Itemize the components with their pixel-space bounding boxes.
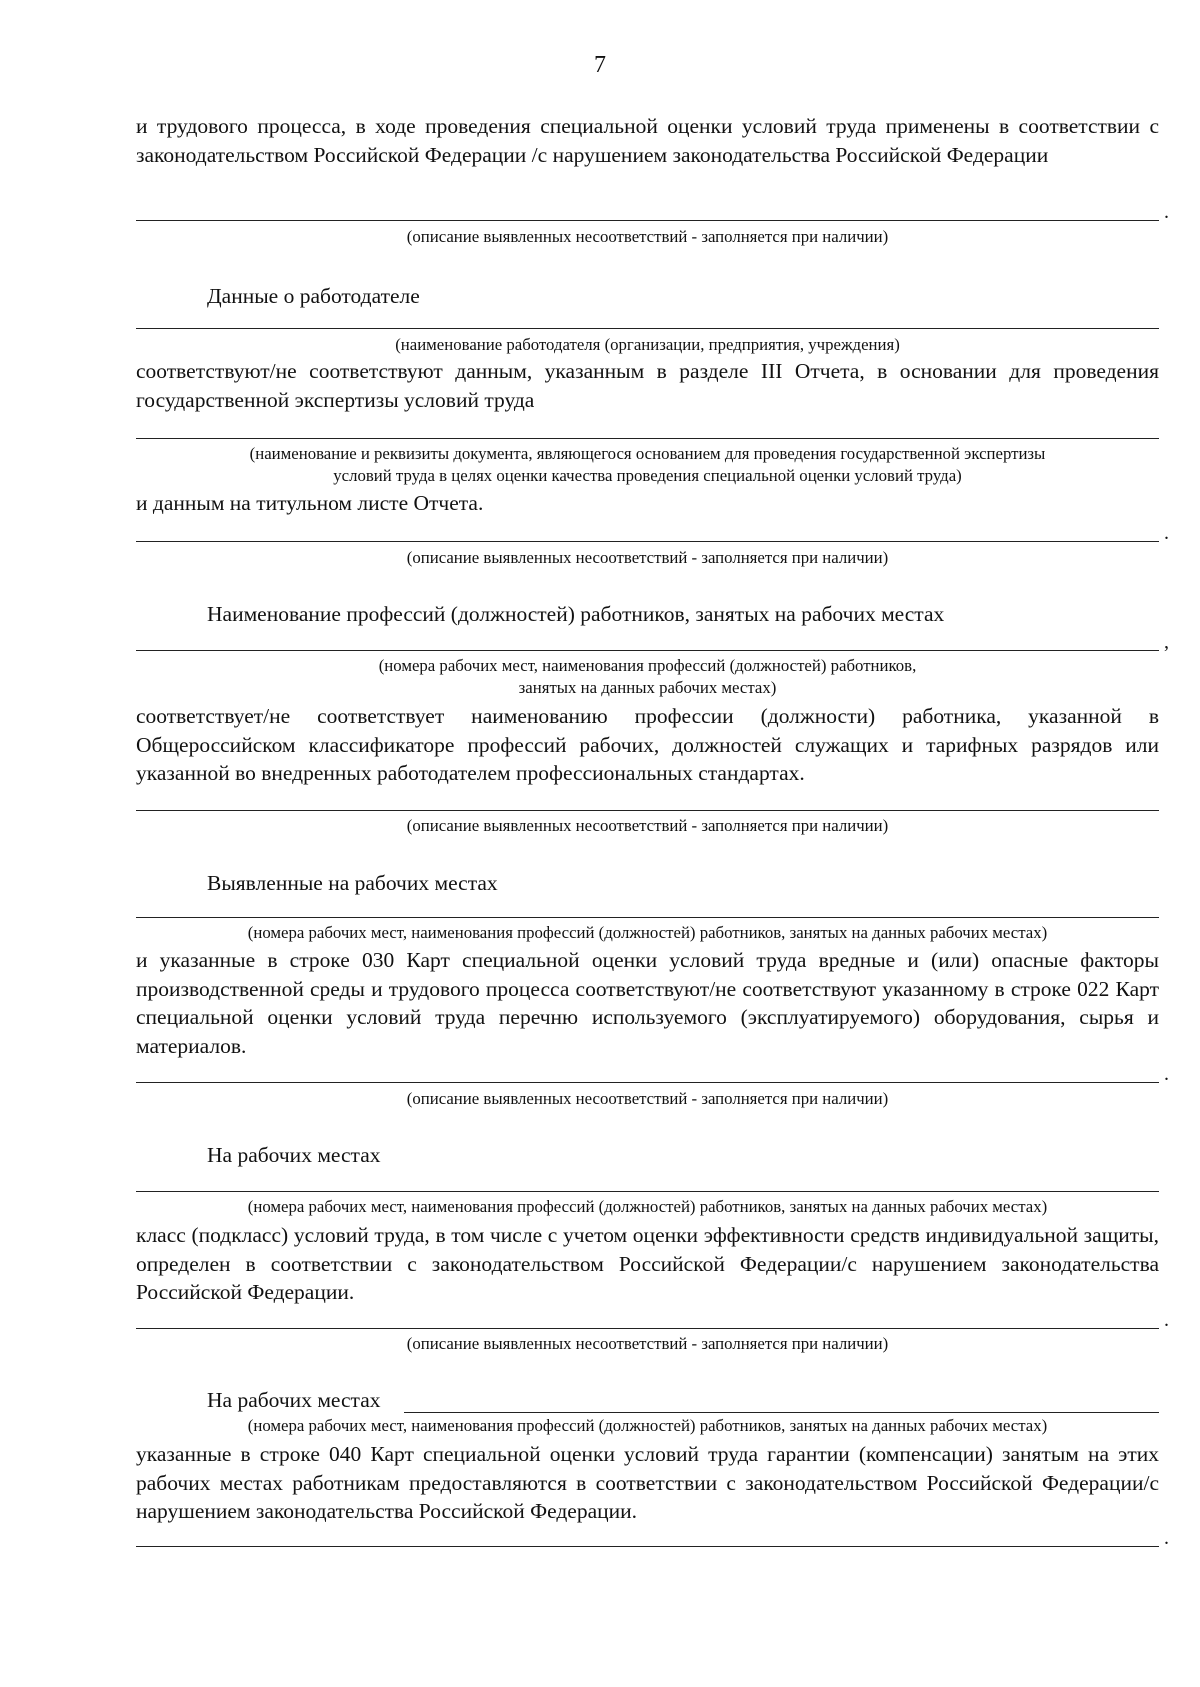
caption-employer-name: (наименование работодателя (организации, предприятия, учреждения) [395,335,900,354]
heading-employer-data: Данные о работодателе [207,284,420,308]
line-end-period: . [1164,1527,1169,1549]
fill-line [136,522,1169,544]
fill-line [136,201,1169,223]
caption-document-line-1: (наименование и реквизиты документа, являющегося основанием для проведения государственной экспертизы [249,444,1046,463]
paragraph-intro: и трудового процесса, в ходе проведения специальной оценки условий труда применены в соответствии с законодательством Российской Федерации /с нарушением законодательства Российской Федерации [136,114,1159,167]
line-end-period: . [1164,1309,1169,1331]
paragraph-guarantees: указанные в строке 040 Карт специальной оценки условий труда гарантии (компенсации) занятым на этих рабочих местах работникам предоставляются в соответствии с законодательством Российской Федерации/с нарушением законодательства Российской Федерации. [136,1442,1159,1523]
fill-line [136,917,1159,918]
line-end-comma: , [1164,631,1169,653]
line-end-period: . [1164,1063,1169,1085]
heading-at-workplaces-inline: На рабочих местах [207,1388,381,1412]
line-end-period: . [1164,522,1169,544]
caption-mismatch: (описание выявленных несоответствий - заполняется при наличии) [406,1334,889,1353]
fill-line [136,1191,1159,1192]
paragraph-classifier: соответствует/не соответствует наименованию профессии (должности) работника, указанной в Общероссийском классификаторе профессий рабочих, должностей служащих и тарифных разрядов или указанной во внедренных работодателем профессиональных стандартах. [136,704,1159,785]
caption-workplaces-line-2: занятых на данных рабочих местах) [518,678,777,697]
fill-line [136,1309,1169,1331]
paragraph-employer-match: соответствуют/не соответствуют данным, указанным в разделе III Отчета, в основании для проведения государственной экспертизы условий труда [136,359,1159,412]
caption-mismatch: (описание выявленных несоответствий - заполняется при наличии) [406,548,889,567]
paragraph-title-page: и данным на титульном листе Отчета. [136,491,484,515]
caption-mismatch: (описание выявленных несоответствий - заполняется при наличии) [406,1089,889,1108]
heading-professions: Наименование профессий (должностей) работников, занятых на рабочих местах [207,602,945,626]
heading-identified-at-workplaces: Выявленные на рабочих местах [207,871,498,895]
caption-mismatch: (описание выявленных несоответствий - заполняется при наличии) [406,816,889,835]
fill-line [136,438,1159,439]
fill-line [136,1063,1169,1085]
paragraph-hazard-factors: и указанные в строке 030 Карт специальной оценки условий труда вредные и (или) опасные факторы производственной среды и трудового процесса соответствуют/не соответствуют указанному в строке 022 Карт специальной оценки условий труда перечню используемого (эксплуатируемого) оборудования, сырья и материалов. [136,948,1159,1058]
caption-workplaces-line-1: (номера рабочих мест, наименования профессий (должностей) работников, [378,656,917,675]
fill-line [136,810,1159,811]
fill-line [136,631,1169,653]
paragraph-working-conditions-class: класс (подкласс) условий труда, в том числе с учетом оценки эффективности средств индивидуальной защиты, определен в соответствии с законодательством Российской Федерации/с нарушением законодательства Российской Федерации. [136,1223,1159,1304]
fill-line [136,328,1159,329]
fill-line-inline [404,1412,1159,1413]
page-number: 7 [594,52,606,78]
caption-document-line-2: условий труда в целях оценки качества проведения специальной оценки условий труда) [333,466,962,485]
caption-mismatch: (описание выявленных несоответствий - заполняется при наличии) [406,227,889,246]
caption-workplaces-full: (номера рабочих мест, наименования профессий (должностей) работников, занятых на данных рабочих местах) [247,1416,1048,1435]
caption-workplaces-full: (номера рабочих мест, наименования профессий (должностей) работников, занятых на данных рабочих местах) [247,923,1048,942]
fill-line [136,1527,1169,1549]
caption-workplaces-full: (номера рабочих мест, наименования профессий (должностей) работников, занятых на данных рабочих местах) [247,1197,1048,1216]
line-end-period: . [1164,201,1169,223]
heading-at-workplaces: На рабочих местах [207,1143,381,1167]
